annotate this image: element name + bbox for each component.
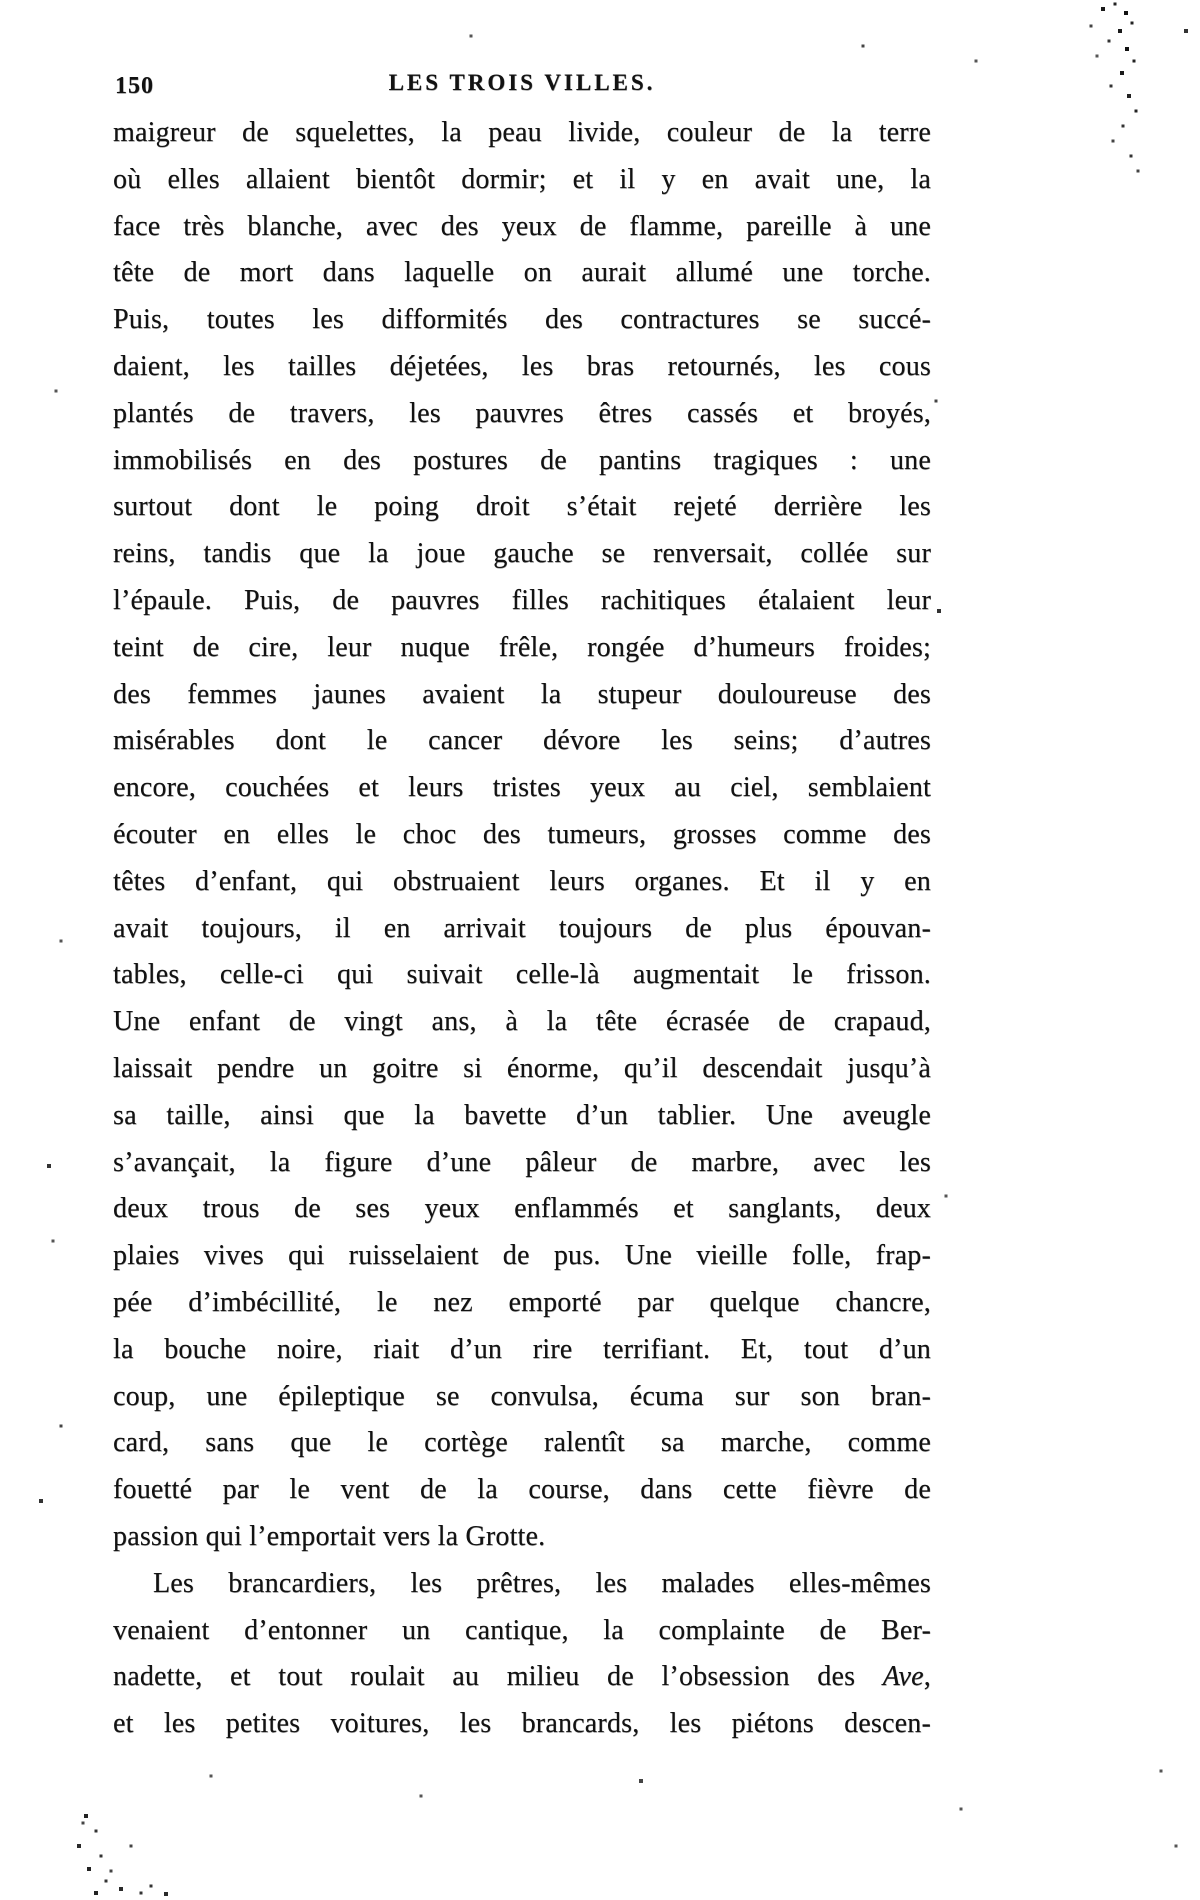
- text-line: plaies vives qui ruisselaient de pus. Une vieille folle, frap-: [113, 1240, 931, 1272]
- text-line: passion qui l’emportait vers la Grotte.: [113, 1520, 546, 1552]
- italic-word-ave: Ave: [882, 1661, 924, 1693]
- text-line: la bouche noire, riait d’un rire terrifiant. Et, tout d’un: [113, 1333, 931, 1365]
- text-line: misérables dont le cancer dévore les seins; d’autres: [113, 725, 931, 757]
- text-line: l’épaule. Puis, de pauvres filles rachitiques étalaient leur: [113, 584, 931, 616]
- text-line: daient, les tailles déjetées, les bras retournés, les cous: [113, 350, 931, 382]
- text-line: face très blanche, avec des yeux de flamme, pareille à une: [113, 210, 931, 242]
- text-line: sa taille, ainsi que la bavette d’un tablier. Une aveugle: [113, 1099, 931, 1131]
- text-line: tables, celle-ci qui suivait celle-là augmentait le frisson.: [113, 959, 931, 991]
- text-line: Les brancardiers, les prêtres, les malades elles-mêmes: [153, 1567, 931, 1599]
- text-segment: nadette, et tout roulait au milieu de l’obsession des: [113, 1661, 883, 1693]
- text-line: et les petites voitures, les brancards, les piétons descen-: [113, 1708, 931, 1740]
- text-line: reins, tandis que la joue gauche se renversait, collée sur: [113, 538, 931, 570]
- text-line: Une enfant de vingt ans, à la tête écrasée de crapaud,: [113, 1006, 931, 1038]
- text-line: des femmes jaunes avaient la stupeur douloureuse des: [113, 678, 931, 710]
- text-line: venaient d’entonner un cantique, la complainte de Ber-: [113, 1614, 931, 1646]
- page-header: [113, 70, 931, 104]
- text-line: tête de mort dans laquelle on aurait allumé une torche.: [113, 257, 931, 289]
- text-line: écouter en elles le choc des tumeurs, grosses comme des: [113, 818, 931, 850]
- text-line: laissait pendre un goitre si énorme, qu’il descendait jusqu’à: [113, 1052, 931, 1084]
- text-line: fouetté par le vent de la course, dans cette fièvre de: [113, 1474, 931, 1506]
- text-line: coup, une épileptique se convulsa, écuma sur son bran-: [113, 1380, 931, 1412]
- page-number: 150: [115, 73, 154, 99]
- running-title: LES TROIS VILLES.: [388, 70, 656, 95]
- text-line: où elles allaient bientôt dormir; et il y en avait une, la: [113, 163, 931, 195]
- page-body-text: [113, 110, 931, 1748]
- text-line: surtout dont le poing droit s’était rejeté derrière les: [113, 491, 931, 523]
- scan-noise-speckles: [0, 0, 2, 2]
- text-line: [113, 1654, 931, 1701]
- text-line: pée d’imbécillité, le nez emporté par quelque chancre,: [113, 1286, 931, 1318]
- text-line: immobilisés en des postures de pantins tragiques : une: [113, 444, 931, 476]
- text-line: teint de cire, leur nuque frêle, rongée d’humeurs froides;: [113, 631, 931, 663]
- text-line: avait toujours, il en arrivait toujours de plus épouvan-: [113, 912, 931, 944]
- text-line: plantés de travers, les pauvres êtres cassés et broyés,: [113, 397, 931, 429]
- text-line: Puis, toutes les difformités des contractures se succé-: [113, 304, 931, 336]
- text-line: s’avançait, la figure d’une pâleur de marbre, avec les: [113, 1146, 931, 1178]
- text-line: card, sans que le cortège ralentît sa marche, comme: [113, 1427, 931, 1459]
- text-line: têtes d’enfant, qui obstruaient leurs organes. Et il y en: [113, 865, 931, 897]
- text-line: deux trous de ses yeux enflammés et sanglants, deux: [113, 1193, 931, 1225]
- text-line: maigreur de squelettes, la peau livide, couleur de la terre: [113, 117, 931, 148]
- text-line: encore, couchées et leurs tristes yeux au ciel, semblaient: [113, 772, 931, 804]
- text-segment: ,: [923, 1661, 931, 1693]
